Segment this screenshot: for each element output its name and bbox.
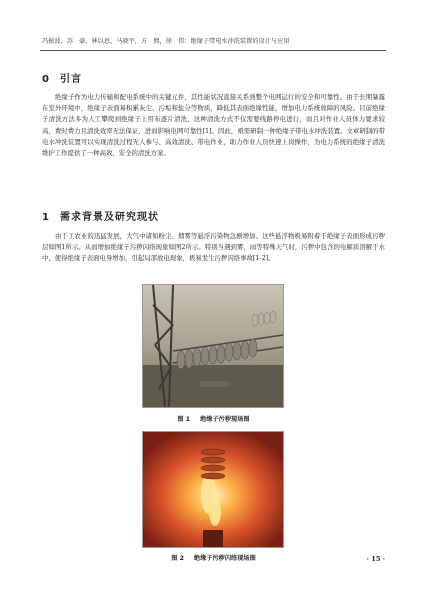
figure-1-photo <box>142 284 284 408</box>
running-head: 冯振波，苏 豪，林以思，马晓宇，方 熙，徐 伟：绝缘子带电水冲洗装置的设计与应用 <box>42 38 290 45</box>
insulator-flashover-image <box>143 432 283 547</box>
figure-label: 图 2 <box>171 555 184 562</box>
figure-1-caption <box>42 414 385 423</box>
intro-paragraph: 绝缘子作为电力传输和配电系统中的关键元件，其性能状况直接关系到整个电网运行的安全和可靠性。由于长期暴露在室外环境中，绝缘子表面易积累灰尘、污垢和盐分等物质，降低其表面绝缘性能，增加电力系统故障的风险。目前绝缘子清洗方法多为人工攀爬到绝缘子上用布逐片清洗，这种清洗方式不仅需要线路停电进行，而且对作业人员体力要求较高，费时费力且清洗效率无法保证，进而影响电网可靠性[1]。因此，亟需研制一种绝缘子带电水冲洗装置。文章研制的带电水冲洗装置可以实现清洗过程无人参与、高效清洗、带电作业，助力作业人员快速上岗操作，为电力系统的绝缘子清洗维护工作提供了一种高效、安全的清洗方案。 <box>42 93 385 158</box>
section-number: 0 <box>42 74 50 85</box>
figure-2-photo <box>142 431 284 548</box>
section-title: 引言 <box>60 74 82 85</box>
background-paragraph: 由于工农业的迅猛发展，大气中诸如粉尘、烟雾等悬浮污染物急剧增加。这些悬浮物极易附着于绝缘子表面形成污秽层如图1所示。从而增加绝缘子污秽闪络现象如图2所示。特别当遇到雾、雨等特殊天气时，污秽中包含的电解质溶解于水中，使得绝缘子表面电导增加，引起局部放电现象，极易发生污秽闪络事故[1-2]。 <box>42 232 385 263</box>
figure-label: 图 1 <box>177 416 191 423</box>
section-heading-intro <box>42 70 82 85</box>
section-heading-background <box>42 208 159 223</box>
figure-caption-text: 绝缘子污秽闪络现场图 <box>193 555 256 562</box>
section-number: 1 <box>42 212 50 223</box>
page-number: · 15 · <box>366 555 385 563</box>
insulator-contamination-image <box>143 285 283 407</box>
header-rule <box>40 50 386 51</box>
figure-caption-text: 绝缘子污秽现场图 <box>200 416 250 423</box>
section-title: 需求背景及研究现状 <box>60 212 159 223</box>
